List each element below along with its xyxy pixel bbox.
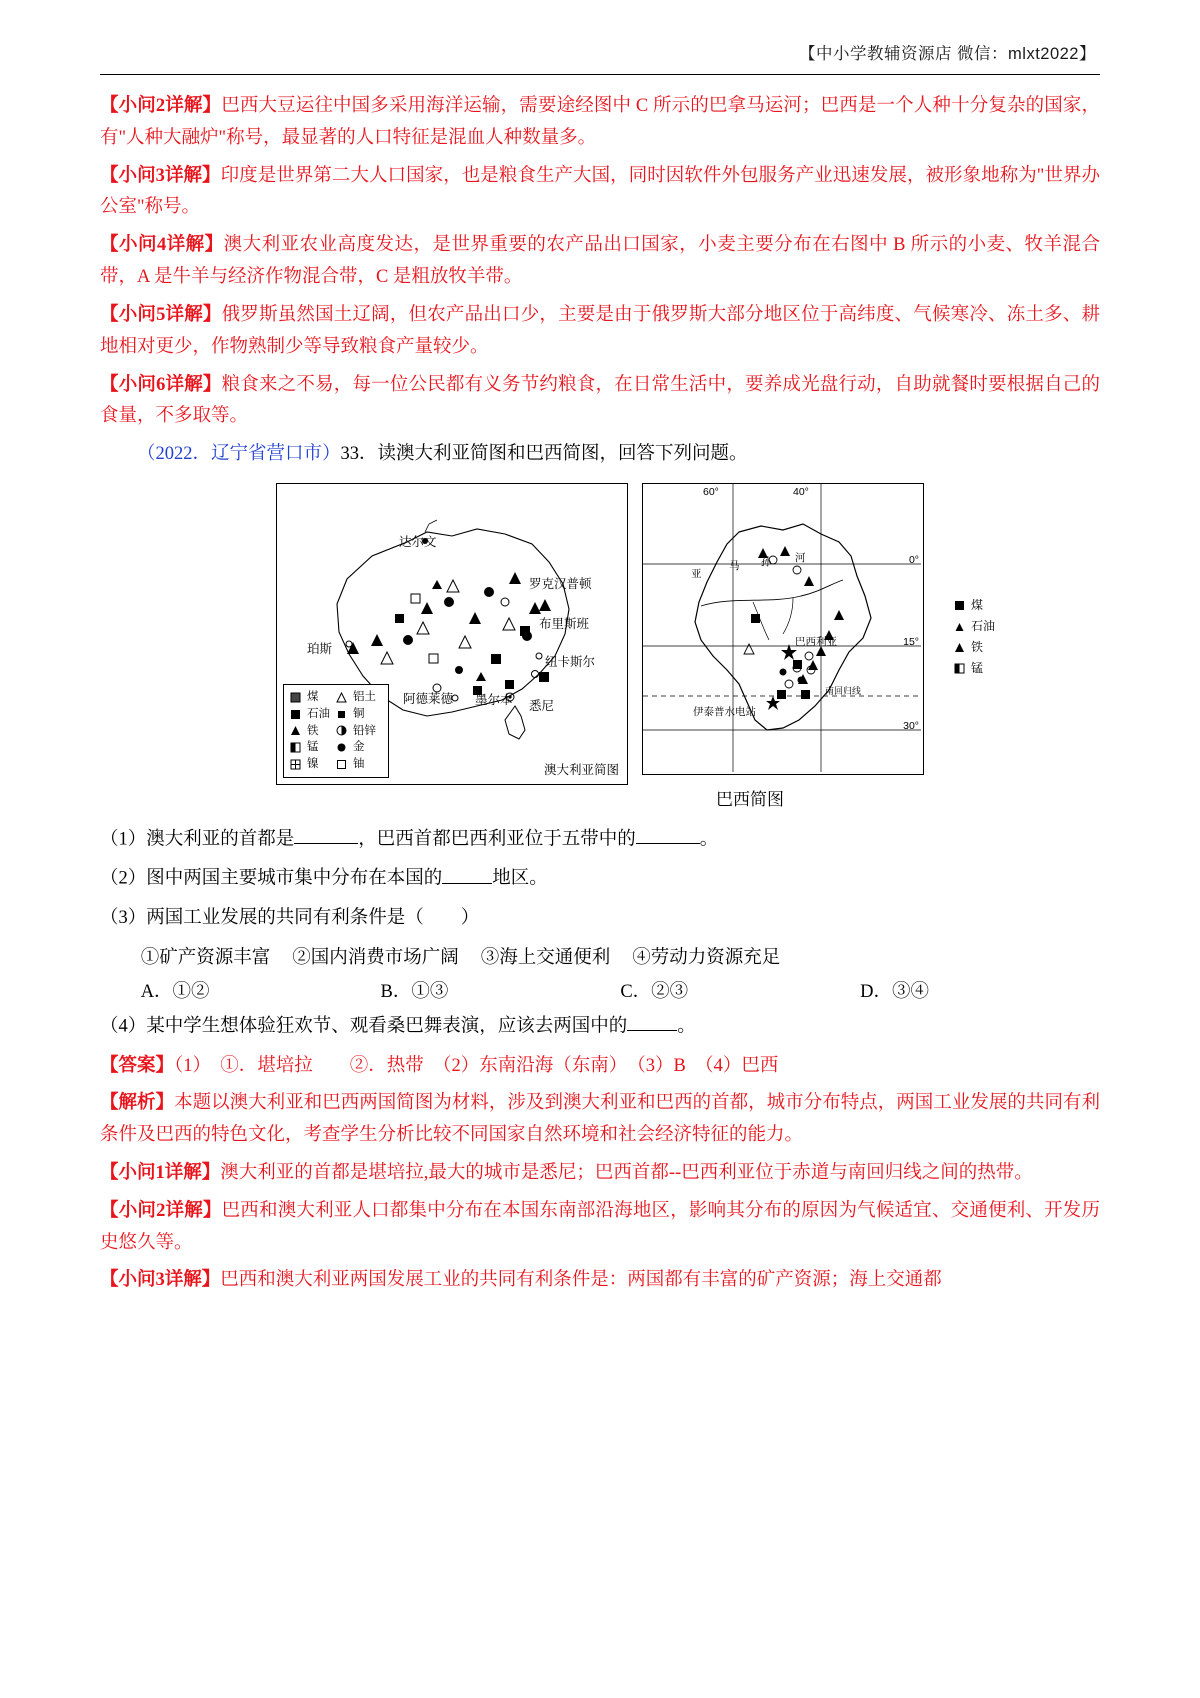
q2-text-before: 图中两国主要城市集中分布在本国的 — [146, 868, 443, 889]
legend-symbol-coal — [954, 596, 969, 615]
q4-text-after: 。 — [677, 1016, 696, 1037]
analysis-text: 澳大利亚的首都是堪培拉,最大的城市是悉尼；巴西首都--巴西利亚位于赤道与南回归线之间的热带。 — [220, 1163, 1033, 1184]
explanation-text: 本题以澳大利亚和巴西两国简图为材料，涉及到澳大利亚和巴西的首都，城市分布特点，两国工业发展的共同有利条件及巴西的特色文化，考查学生分析比较不同国家自然环境和社会经济特征的能力。 — [100, 1093, 1100, 1146]
q3-text: 两国工业发展的共同有利条件是（ ） — [146, 908, 480, 929]
question-3-sub-options — [100, 943, 1100, 969]
question-item-1 — [100, 824, 1100, 856]
choice-c[interactable]: C．②③ — [620, 981, 689, 1002]
analysis-paragraph — [100, 161, 1100, 225]
sub-option-2: ②国内消费市场广阔 — [292, 947, 459, 968]
australia-map-caption: 澳大利亚简图 — [543, 762, 619, 777]
map-label-lat-15: 15° — [903, 635, 919, 648]
legend-symbol-gold — [336, 739, 353, 756]
analysis-paragraph — [100, 300, 1100, 364]
sub-option-3: ③海上交通便利 — [480, 947, 611, 968]
map-label-brisbane: 布里斯班 — [539, 616, 590, 631]
legend-symbol-iron — [290, 723, 307, 740]
analysis-text: 巴西和澳大利亚两国发展工业的共同有利条件是：两国都有丰富的矿产资源；海上交通都 — [220, 1270, 942, 1291]
question-number: 33 — [340, 444, 360, 465]
legend-label-manganese: 锰 — [970, 661, 983, 676]
q1-blank-2[interactable] — [636, 824, 700, 844]
map-label-lat-30: 30° — [903, 719, 919, 732]
legend-label-copper: 铜 — [353, 707, 365, 720]
question-source: （2022．辽宁省营口市） — [137, 444, 341, 465]
sub-option-1: ①矿产资源丰富 — [140, 947, 271, 968]
analysis-tag: 【小问4详解】 — [100, 235, 224, 256]
legend-label-oil: 石油 — [307, 707, 330, 720]
legend-symbol-copper — [336, 706, 353, 723]
question-item-3 — [100, 903, 1100, 934]
legend-label-nickel: 镍 — [307, 757, 319, 770]
choice-d[interactable]: D．③④ — [860, 981, 930, 1002]
legend-symbol-oil — [954, 617, 969, 636]
map-label-melbourne: 墨尔本 — [475, 692, 513, 707]
choice-b[interactable]: B．①③ — [380, 981, 449, 1002]
map-label-he: 河 — [795, 551, 806, 564]
analysis-tag: 【小问3详解】 — [100, 165, 221, 186]
legend-label-bauxite: 铝土 — [353, 691, 376, 704]
map-label-lat-0: 0° — [908, 553, 919, 566]
watermark-text: 【中小学教辅资源店 微信：mlxt2022】 — [798, 45, 1096, 63]
australia-legend — [283, 684, 389, 777]
q1-text-before: 澳大利亚的首都是 — [146, 828, 295, 849]
legend-symbol-manganese — [290, 739, 307, 756]
legend-label-oil: 石油 — [970, 618, 995, 633]
question-stem — [100, 439, 1100, 470]
q2-text-after: 地区。 — [492, 868, 548, 889]
q1-blank-1[interactable] — [294, 824, 358, 844]
map-label-adelaide: 阿德莱德 — [403, 691, 454, 706]
map-label-ya: 亚 — [691, 567, 702, 580]
answer-text: （1） ①．堪培拉 ②．热带 （2）东南沿海（东南） （3）B （4）巴西 — [174, 1055, 779, 1076]
answer-tag: 【答案】 — [100, 1055, 175, 1076]
map-label-brasilia: 巴西利亚 — [795, 635, 837, 648]
map-label-itaipu: 伊泰普水电站 — [693, 705, 756, 718]
legend-symbol-coal — [290, 689, 307, 706]
analysis-paragraph — [100, 1265, 1100, 1297]
map-label-rockhampton: 罗克汉普顿 — [529, 576, 592, 591]
legend-label-uranium: 铀 — [353, 757, 365, 770]
legend-label-manganese: 锰 — [307, 741, 319, 754]
analysis-text: 俄罗斯虽然国土辽阔，但农产品出口少，主要是由于俄罗斯大部分地区位于高纬度、气候寒冷、冻土多、耕地相对更少，作物熟制少等导致粮食产量较少。 — [100, 304, 1100, 357]
analysis-tag: 【小问2详解】 — [100, 96, 222, 116]
analysis-paragraph — [100, 1158, 1100, 1190]
analysis-paragraph — [100, 1196, 1100, 1260]
map-label-sydney: 悉尼 — [529, 698, 555, 713]
legend-symbol-uranium — [336, 756, 353, 773]
legend-label-coal: 煤 — [307, 691, 319, 704]
legend-symbol-nickel — [290, 756, 307, 773]
analysis-text: 巴西和澳大利亚人口都集中分布在本国东南部沿海地区，影响其分布的原因为气候适宜、交通便利、开发历史悠久等。 — [100, 1200, 1100, 1253]
australia-map — [276, 483, 628, 785]
q3-number: （3） — [100, 908, 147, 929]
analysis-text: 粮食来之不易，每一位公民都有义务节约粮食，在日常生活中，要养成光盘行动，自助就餐时要根据自己的食量，不多取等。 — [100, 374, 1100, 427]
analysis-tag: 【小问1详解】 — [100, 1163, 221, 1184]
q2-number: （2） — [100, 868, 147, 889]
map-label-darwin: 达尔文 — [399, 534, 437, 549]
q4-blank[interactable] — [627, 1011, 677, 1031]
question-3-choices — [100, 977, 1100, 1003]
q1-text-after: 。 — [699, 828, 719, 849]
explanation-line — [100, 1088, 1100, 1152]
header-divider — [100, 74, 1100, 75]
analysis-text: 巴西大豆运往中国多采用海洋运输，需要途经图中 C 所示的巴拿马运河；巴西是一个人种十分复杂的国家，有"人种大融炉"称号，最显著的人口特征是混血人种数量多。 — [100, 96, 1100, 148]
map-label-lon-40: 40° — [793, 485, 809, 498]
answer-line — [100, 1051, 1100, 1083]
map-label-ma: 马 — [729, 559, 740, 572]
legend-symbol-iron — [954, 638, 969, 657]
map-label-perth: 珀斯 — [307, 641, 333, 656]
analysis-text: 澳大利亚农业高度发达，是世界重要的农产品出口国家，小麦主要分布在右图中 B 所示的小麦、牧羊混合带，A 是牛羊与经济作物混合带，C 是粗放牧羊带。 — [100, 235, 1100, 288]
map-label-newcastle: 纽卡斯尔 — [545, 654, 596, 669]
question-item-2 — [100, 863, 1100, 895]
legend-label-iron: 铁 — [307, 724, 319, 737]
legend-symbol-oil — [290, 706, 307, 723]
legend-symbol-bauxite — [336, 689, 353, 706]
q1-number: （1） — [100, 828, 147, 849]
legend-label-leadzinc: 铅锌 — [353, 724, 376, 737]
q2-blank[interactable] — [442, 863, 492, 883]
brazil-map-drawing — [643, 484, 921, 772]
analysis-paragraph — [100, 230, 1100, 294]
choice-a[interactable]: A．①② — [140, 981, 210, 1002]
map-label-tropic: 南回归线 — [825, 685, 862, 696]
legend-label-gold: 金 — [353, 741, 365, 754]
q1-text-mid: ，巴西首都巴西利亚位于五带中的 — [358, 828, 636, 849]
legend-symbol-manganese — [954, 659, 969, 678]
q4-number: （4） — [100, 1016, 147, 1037]
legend-symbol-leadzinc — [336, 723, 353, 740]
map-label-lon-60: 60° — [703, 485, 719, 498]
brazil-map-caption: 巴西简图 — [716, 789, 784, 809]
brazil-legend — [952, 594, 1001, 681]
question-stem-text: ．读澳大利亚简图和巴西简图，回答下列问题。 — [359, 444, 748, 465]
sub-option-4: ④劳动力资源充足 — [632, 947, 781, 968]
legend-label-coal: 煤 — [970, 597, 983, 612]
brazil-map — [642, 483, 995, 775]
legend-label-iron: 铁 — [970, 639, 983, 654]
analysis-paragraph — [100, 370, 1100, 434]
analysis-tag: 【小问3详解】 — [100, 1270, 221, 1291]
analysis-tag: 【小问6详解】 — [100, 374, 222, 395]
figure-group — [100, 483, 1100, 785]
map-label-sun: 孙 — [761, 555, 772, 568]
explanation-tag: 【解析】 — [100, 1093, 175, 1114]
analysis-text: 印度是世界第二大人口国家，也是粮食生产大国，同时因软件外包服务产业迅速发展，被形象地称为"世界办公室"称号。 — [100, 165, 1100, 218]
analysis-paragraph — [100, 91, 1100, 155]
analysis-tag: 【小问5详解】 — [100, 304, 222, 325]
analysis-tag: 【小问2详解】 — [100, 1200, 222, 1221]
question-item-4 — [100, 1011, 1100, 1043]
q4-text-before: 某中学生想体验狂欢节、观看桑巴舞表演，应该去两国中的 — [146, 1016, 628, 1037]
